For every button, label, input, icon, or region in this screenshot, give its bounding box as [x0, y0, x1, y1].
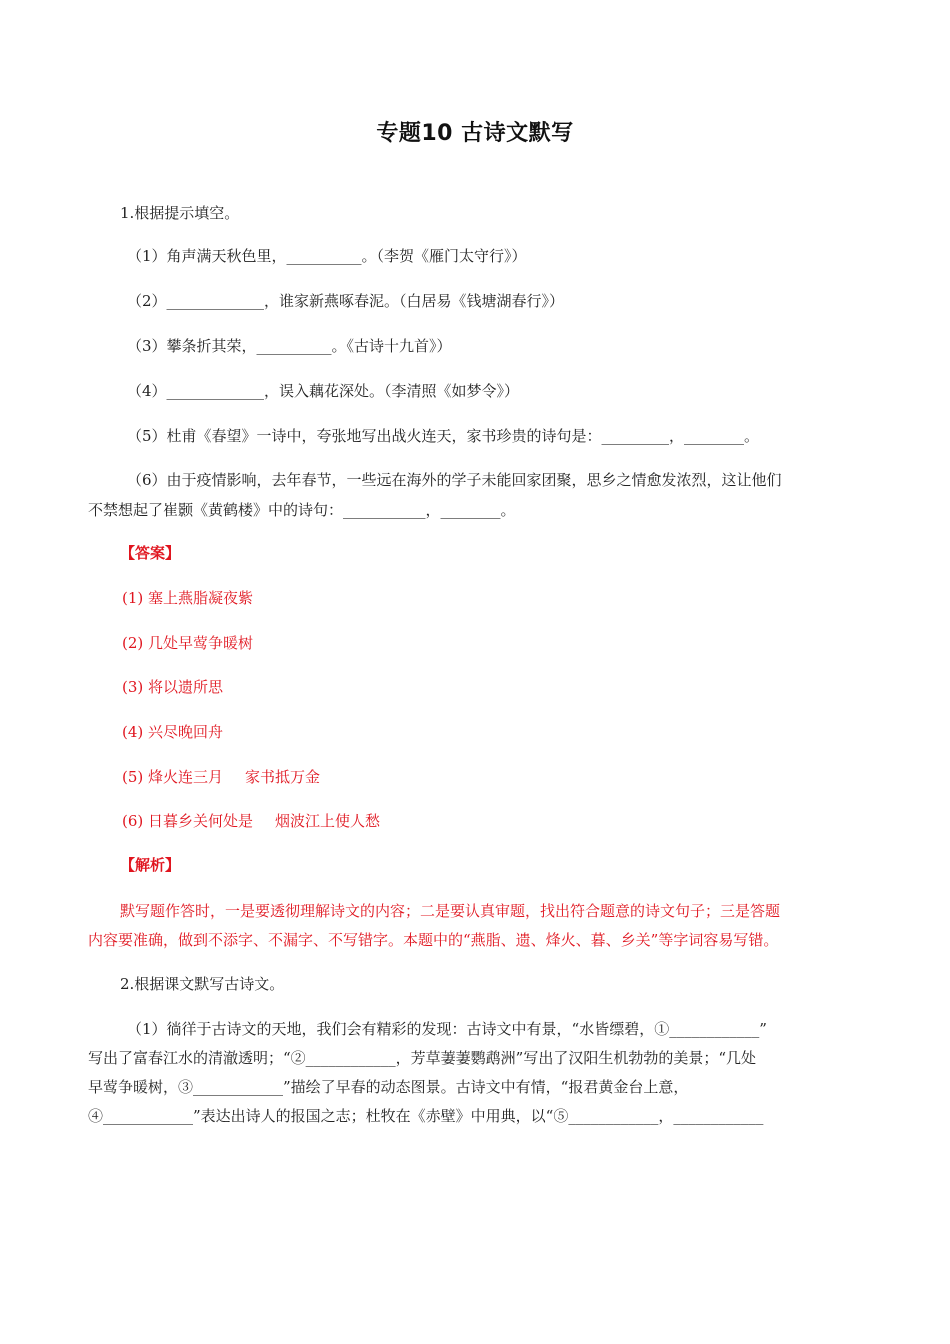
answer-num: (6): [122, 812, 144, 830]
answer-text-2: 烟波江上使人愁: [275, 812, 381, 830]
analysis-line-1: 默写题作答时，一是要透彻理解诗文的内容；二是要认真审题，找出符合题意的诗文句子；三是答题: [120, 902, 781, 920]
q1-item-5: （5）杜甫《春望》一诗中，夸张地写出战火连天，家书珍贵的诗句是：_________，________。: [127, 427, 760, 445]
q1-item-3: （3）攀条折其荣，__________。《古诗十九首》）: [127, 337, 452, 355]
answer-item-1: [122, 588, 253, 608]
answer-item-3: [122, 677, 223, 697]
answer-text: 将以遗所思: [148, 678, 224, 696]
answer-item-2: [122, 633, 253, 653]
q2-line-2: 写出了富春江水的清澈透明；“②____________，芳草萋萋鹦鹉洲”写出了汉阳生机勃勃的美景；“几处: [88, 1049, 757, 1067]
q1-item-6-line1: （6）由于疫情影响，去年春节，一些远在海外的学子未能回家团聚，思乡之情愈发浓烈，这让他们: [127, 471, 782, 489]
answer-text: 几处早莺争暖树: [148, 634, 254, 652]
answer-num: (1): [122, 589, 144, 607]
answer-text: 兴尽晚回舟: [148, 723, 224, 741]
answer-text: 烽火连三月: [148, 768, 224, 786]
answer-item-5: [122, 767, 320, 787]
q1-stem: 1.根据提示填空。: [120, 204, 240, 222]
analysis-label: 【解析】: [120, 856, 181, 874]
answer-item-6: [122, 811, 380, 831]
page-title: 专题10 古诗文默写: [376, 121, 574, 146]
answer-num: (5): [122, 768, 144, 786]
answer-text: 日暮乡关何处是: [148, 812, 254, 830]
q2-line-3: 早莺争暖树，③____________”描绘了早春的动态图景。古诗文中有情，“报君黄金台上意，: [88, 1078, 689, 1096]
q1-item-2: （2）_____________，谁家新燕啄春泥。（白居易《钱塘湖春行》）: [127, 292, 565, 310]
answer-label: 【答案】: [120, 544, 181, 562]
q1-item-1: （1）角声满天秋色里，__________。（李贺《雁门太守行》）: [127, 247, 527, 265]
answer-text: 塞上燕脂凝夜紫: [148, 589, 254, 607]
answer-num: (3): [122, 678, 144, 696]
q1-item-6-line2: 不禁想起了崔颢《黄鹤楼》中的诗句：___________，________。: [88, 501, 516, 519]
answer-text-2: 家书抵万金: [245, 768, 321, 786]
answer-num: (4): [122, 723, 144, 741]
q2-stem: 2.根据课文默写古诗文。: [120, 975, 285, 993]
q2-line-1: （1）徜徉于古诗文的天地，我们会有精彩的发现：古诗文中有景，“水皆缥碧，①____________”: [127, 1020, 767, 1038]
q1-item-4: （4）_____________，误入藕花深处。（李清照《如梦令》）: [127, 382, 520, 400]
analysis-line-2: 内容要准确，做到不添字、不漏字、不写错字。本题中的“燕脂、遗、烽火、暮、乡关”等字词容易写错。: [88, 931, 779, 949]
q2-line-4: ④____________”表达出诗人的报国之志；杜牧在《赤壁》中用典，以“⑤____________，____________: [88, 1107, 764, 1125]
answer-item-4: [122, 722, 223, 742]
answer-num: (2): [122, 634, 144, 652]
